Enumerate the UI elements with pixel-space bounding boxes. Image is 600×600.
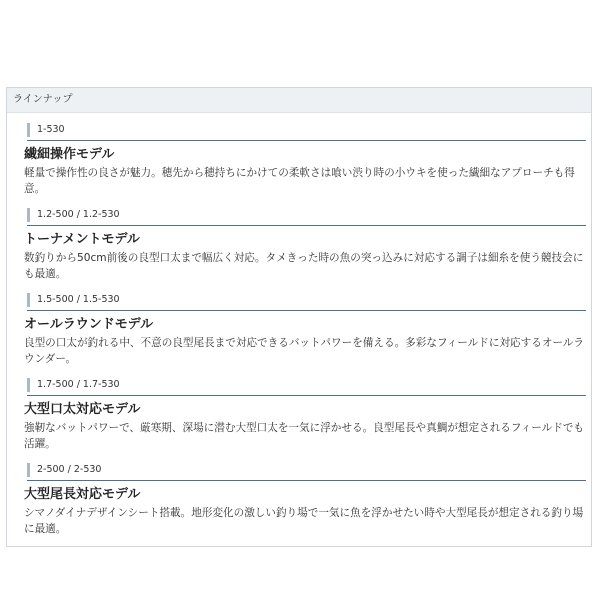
lineup-panel xyxy=(6,87,592,547)
model-description: シマノダイナデザインシート搭載。地形変化の激しい釣り場で一気に魚を浮かせたい時や大型尾長が想定される釣り場に最適。 xyxy=(24,507,584,535)
divider xyxy=(27,480,586,481)
model-title: トーナメントモデル xyxy=(24,232,140,247)
model-section xyxy=(24,293,586,367)
model-title: 繊細操作モデル xyxy=(24,147,115,162)
model-code: 1.5-500 / 1.5-530 xyxy=(27,293,586,307)
model-description: 数釣りから50cm前後の良型口太まで幅広く対応。タメきった時の魚の突っ込みに対応する調子は細糸を使う競技会にも最適。 xyxy=(24,252,584,280)
model-code: 1.7-500 / 1.7-530 xyxy=(27,378,586,392)
model-code: 1.2-500 / 1.2-530 xyxy=(27,208,586,222)
divider xyxy=(27,140,586,141)
model-code: 1-530 xyxy=(27,123,586,137)
model-section xyxy=(24,208,586,282)
model-section xyxy=(24,378,586,452)
model-description: 良型の口太が釣れる中、不意の良型尾長まで対応できるバットパワーを備える。多彩なフィールドに対応するオールラウンダー。 xyxy=(24,337,584,365)
divider xyxy=(27,310,586,311)
model-title: オールラウンドモデル xyxy=(24,317,154,332)
model-section xyxy=(24,463,586,537)
divider xyxy=(27,395,586,396)
lineup-header: ラインナップ xyxy=(7,88,591,113)
model-description: 強靭なバットパワーで、厳寒期、深場に潜む大型口太を一気に浮かせる。良型尾長や真鯛が想定されるフィールドでも活躍。 xyxy=(24,422,584,450)
model-title: 大型尾長対応モデル xyxy=(24,487,141,502)
model-description: 軽量で操作性の良さが魅力。穂先から穂持ちにかけての柔軟さは喰い渋り時の小ウキを使った繊細なアプローチも得意。 xyxy=(24,167,575,195)
divider xyxy=(27,225,586,226)
model-title: 大型口太対応モデル xyxy=(24,402,141,417)
model-code: 2-500 / 2-530 xyxy=(27,463,586,477)
model-section xyxy=(24,123,586,197)
